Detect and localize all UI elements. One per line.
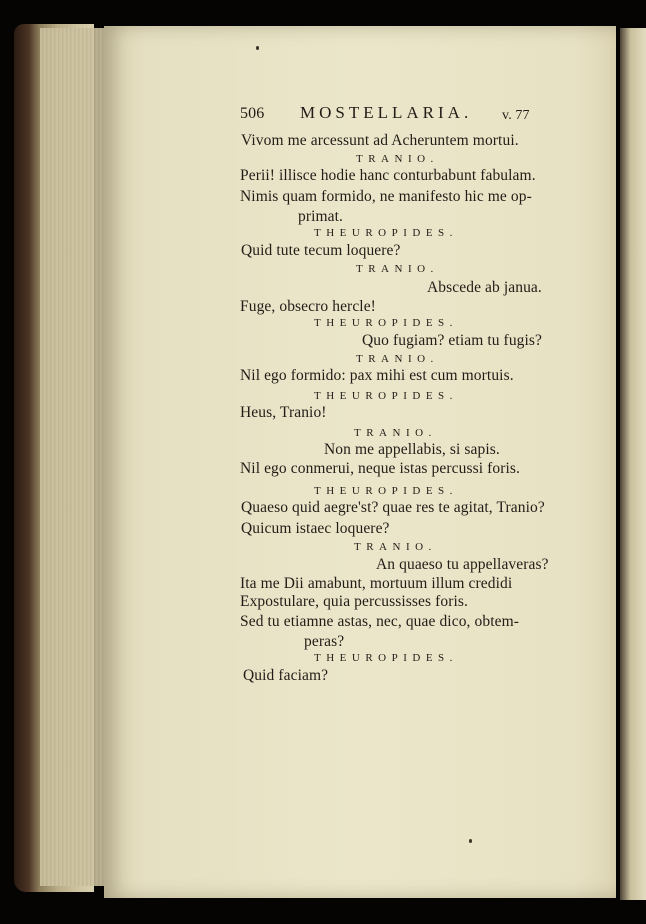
verse-line: Non me appellabis, si sapis. xyxy=(324,441,500,458)
verse-line: Quo fugiam? etiam tu fugis? xyxy=(362,332,543,349)
speaker-name: TRANIO. xyxy=(356,263,439,275)
verse-line: Quicum istaec loquere? xyxy=(241,520,390,537)
speaker-name: THEUROPIDES. xyxy=(314,485,458,497)
page-number: 506 xyxy=(240,105,265,122)
speaker-name: TRANIO. xyxy=(354,541,437,553)
speaker-name: THEUROPIDES. xyxy=(314,317,458,329)
next-page-edge xyxy=(620,28,646,900)
verse-line: Nil ego conmerui, neque istas percussi foris. xyxy=(240,460,520,477)
verse-line: Heus, Tranio! xyxy=(240,404,327,421)
ink-speck xyxy=(256,46,259,50)
verse-line: Abscede ab janua. xyxy=(427,279,542,296)
verse-line: An quaeso tu appellaveras? xyxy=(376,556,549,573)
speaker-name: TRANIO. xyxy=(356,153,439,165)
verse-line: Perii! illisce hodie hanc conturbabunt fabulam. xyxy=(240,167,536,184)
verse-line: Quaeso quid aegre'st? quae res te agitat, Tranio? xyxy=(241,499,545,516)
ink-speck xyxy=(469,839,472,843)
verse-line: Sed tu etiamne astas, nec, quae dico, obtem- xyxy=(240,613,520,630)
book-page xyxy=(104,26,616,898)
verse-number: v. 77 xyxy=(502,108,530,123)
speaker-name: THEUROPIDES. xyxy=(314,227,458,239)
verse-line: primat. xyxy=(298,208,344,225)
speaker-name: THEUROPIDES. xyxy=(314,390,458,402)
verse-line: Fuge, obsecro hercle! xyxy=(240,298,376,315)
verse-line: Nimis quam formido, ne manifesto hic me op- xyxy=(240,188,532,205)
running-title: MOSTELLARIA. xyxy=(300,103,473,122)
verse-line: Ita me Dii amabunt, mortuum illum credidi xyxy=(240,575,513,592)
verse-line: peras? xyxy=(304,633,345,650)
verse-line: Nil ego formido: pax mihi est cum mortuis. xyxy=(240,367,514,384)
verse-line: Quid faciam? xyxy=(243,667,329,684)
speaker-name: TRANIO. xyxy=(356,353,439,365)
verse-line: Quid tute tecum loquere? xyxy=(241,242,401,259)
speaker-name: TRANIO. xyxy=(354,427,437,439)
verse-line: Vivom me arcessunt ad Acheruntem mortui. xyxy=(241,132,519,149)
verse-line: Expostulare, quia percussisses foris. xyxy=(240,593,468,610)
speaker-name: THEUROPIDES. xyxy=(314,652,458,664)
